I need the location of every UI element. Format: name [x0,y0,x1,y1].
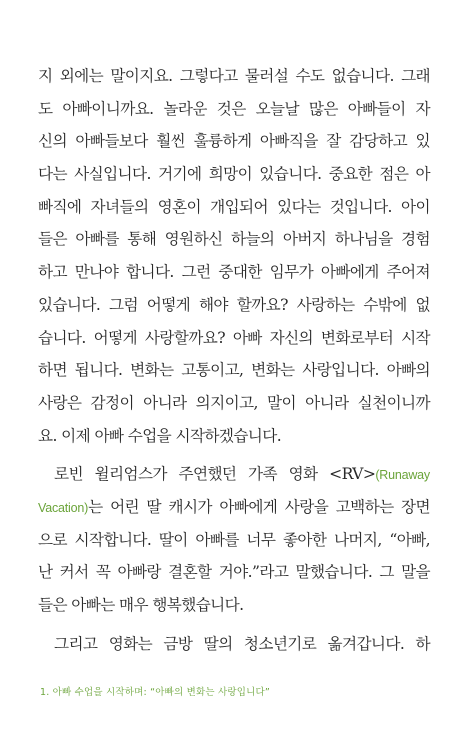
text-line [38,458,430,491]
movie-title-latin: Vacation) [38,500,89,515]
text-line: 지 외에는 말이지요. 그렇다고 물러설 수도 없습니다. 그래 [38,67,430,85]
text-line: 있습니다. 그럼 어떻게 해야 할까요? 사랑하는 수밖에 없 [38,295,430,314]
text-line: 빠직에 자녀들의 영혼이 개입되어 있다는 것입니다. 아이 [38,197,430,216]
text-line: 다는 사실입니다. 거기에 희망이 있습니다. 중요한 점은 아 [38,165,430,184]
paragraph-1 [38,60,430,452]
text-line: 요. 이제 아빠 수업을 시작하겠습니다. [38,426,282,445]
paragraph-3 [38,628,430,661]
text-line: 하고 만나야 합니다. 그런 중대한 임무가 아빠에게 주어져 [38,263,430,282]
text-line: 그리고 영화는 금방 딸의 청소년기로 옮겨갑니다. 하 [54,634,430,653]
text-line: 습니다. 어떻게 사랑할까요? 아빠 자신의 변화로부터 시작 [38,328,430,347]
movie-title-latin: (Runaway [375,468,430,483]
running-footer: 1. 아빠 수업을 시작하며: “아빠의 변화는 사랑입니다” [40,687,270,698]
text-line: 들은 아빠를 통해 영원하신 하늘의 아버지 하나님을 경험 [38,230,430,249]
body-text [38,60,430,660]
text-line [38,491,430,524]
text-line: 도 아빠이니까요. 놀라운 것은 오늘날 많은 아빠들이 자 [38,99,430,118]
text-line: 으로 시작합니다. 딸이 아빠를 너무 좋아한 나머지, “아빠, [38,530,430,549]
text-line: 하면 됩니다. 변화는 고통이고, 변화는 사랑입니다. 아빠의 [38,361,430,380]
text-line: 들은 아빠는 매우 행복했습니다. [38,596,244,614]
line-main-text: 로빈 윌리엄스가 주연했던 가족 영화 <RV> [54,465,376,484]
text-line: 난 커서 꼭 아빠랑 결혼할 거야.”라고 말했습니다. 그 말을 [38,563,430,582]
paragraph-2 [38,458,430,621]
text-line: 신의 아빠들보다 훨씬 훌륭하게 아빠직을 잘 감당하고 있 [38,132,430,151]
text-line: 사랑은 감정이 아니라 의지이고, 말이 아니라 실천이니까 [38,393,430,412]
line-main-text: 는 어린 딸 캐시가 아빠에게 사랑을 고백하는 장면 [88,497,430,516]
